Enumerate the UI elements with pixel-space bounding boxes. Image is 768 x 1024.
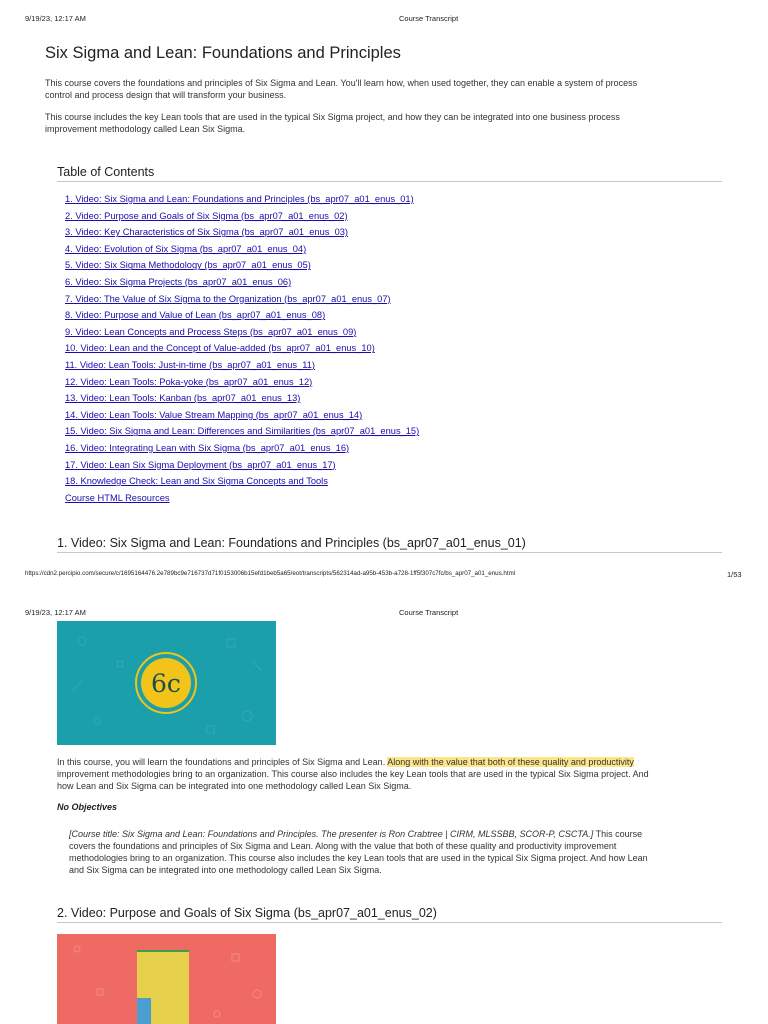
- toc-item: [65, 258, 419, 275]
- page2-header-title: Course Transcript: [399, 608, 459, 617]
- toc-link-14[interactable]: 14. Video: Lean Tools: Value Stream Mapping (bs_apr07_a01_enus_14): [65, 409, 363, 420]
- toc-link-11[interactable]: 11. Video: Lean Tools: Just-in-time (bs_apr07_a01_enus_11): [65, 359, 315, 370]
- toc-item: [65, 292, 419, 309]
- toc-item: [65, 491, 419, 508]
- section-2-heading: 2. Video: Purpose and Goals of Six Sigma (bs_apr07_a01_enus_02): [57, 906, 437, 920]
- toc-item: [65, 441, 419, 458]
- toc-link-9[interactable]: 9. Video: Lean Concepts and Process Steps (bs_apr07_a01_enus_09): [65, 326, 357, 337]
- body-text-highlight: Along with the value that both of these quality and productivity: [387, 757, 634, 767]
- toc-item: [65, 308, 419, 325]
- section-1-body: [57, 756, 657, 792]
- section-1-heading: 1. Video: Six Sigma and Lean: Foundations and Principles (bs_apr07_a01_enus_01): [57, 536, 526, 550]
- toc-link-resources[interactable]: Course HTML Resources: [65, 492, 170, 503]
- toc-link-12[interactable]: 12. Video: Lean Tools: Poka-yoke (bs_apr07_a01_enus_12): [65, 376, 313, 387]
- toc-item: [65, 341, 419, 358]
- toc-item: [65, 408, 419, 425]
- toc-link-13[interactable]: 13. Video: Lean Tools: Kanban (bs_apr07_a01_enus_13): [65, 393, 301, 404]
- video-thumbnail-1-art: [57, 621, 276, 745]
- toc-item: [65, 225, 419, 242]
- toc-link-2[interactable]: 2. Video: Purpose and Goals of Six Sigma (bs_apr07_a01_enus_02): [65, 210, 348, 221]
- toc-item: [65, 325, 419, 342]
- page1-footer-page: 1/53: [727, 570, 742, 579]
- toc-link-4[interactable]: 4. Video: Evolution of Six Sigma (bs_apr07_a01_enus_04): [65, 243, 307, 254]
- video-thumbnail-2-art: [57, 934, 276, 1024]
- toc-link-18[interactable]: 18. Knowledge Check: Lean and Six Sigma Concepts and Tools: [65, 476, 328, 487]
- page1-footer-url: https://cdn2.percipio.com/secure/c/1695164476.2e789bc9e716737d71f0153006b15efd1beb5a65/eot/transcripts/562314ad-a95b-453b-a728-1ff5f307c7fc/bs_apr07_a01_enus.html: [25, 570, 516, 577]
- toc-link-8[interactable]: 8. Video: Purpose and Value of Lean (bs_apr07_a01_enus_08): [65, 310, 326, 321]
- toc-item: [65, 424, 419, 441]
- table-of-contents: [65, 192, 419, 507]
- toc-link-5[interactable]: 5. Video: Six Sigma Methodology (bs_apr07_a01_enus_05): [65, 260, 311, 271]
- body-text-start: In this course, you will learn the foundations and principles of Six Sigma and Lean.: [57, 757, 388, 767]
- body-text-end: improvement methodologies bring to an organization. This course also includes the key Lean tools that are used in the typical Six Sigma project. And how Lean and Six Sigma can be integrated into one methodology called Lean Six Sigma.: [57, 769, 649, 791]
- toc-item: [65, 209, 419, 226]
- toc-link-7[interactable]: 7. Video: The Value of Six Sigma to the Organization (bs_apr07_a01_enus_07): [65, 293, 391, 304]
- toc-item: [65, 375, 419, 392]
- toc-link-6[interactable]: 6. Video: Six Sigma Projects (bs_apr07_a01_enus_06): [65, 276, 292, 287]
- intro-paragraph-1: This course covers the foundations and principles of Six Sigma and Lean. You'll learn how, when used together, they can enable a system of process control and process design that will transform your business.: [45, 78, 638, 100]
- page1-header-date: 9/19/23, 12:17 AM: [25, 14, 86, 23]
- transcript-quote-text: This course covers the foundations and principles of Six Sigma and Lean. Along with the value that both of these quality and productivity improvement methodologies bring to an organization. This course also includes the key Lean tools that are used in the typical Six Sigma project. And how Lean and Six Sigma can be integrated into one methodology called Lean Six Sigma.: [69, 829, 648, 875]
- toc-item: [65, 275, 419, 292]
- toc-link-17[interactable]: 17. Video: Lean Six Sigma Deployment (bs_apr07_a01_enus_17): [65, 459, 336, 470]
- video-thumbnail-1[interactable]: [57, 621, 276, 745]
- toc-item: [65, 391, 419, 408]
- toc-link-15[interactable]: 15. Video: Six Sigma and Lean: Differences and Similarities (bs_apr07_a01_enus_15): [65, 426, 420, 437]
- no-objectives-label: No Objectives: [57, 802, 118, 812]
- toc-link-1[interactable]: 1. Video: Six Sigma and Lean: Foundations and Principles (bs_apr07_a01_enus_01): [65, 194, 414, 204]
- toc-item: [65, 358, 419, 375]
- logo-text: 6c: [151, 669, 181, 698]
- toc-link-10[interactable]: 10. Video: Lean and the Concept of Value-added (bs_apr07_a01_enus_10): [65, 343, 375, 354]
- toc-item: [65, 474, 419, 491]
- video-thumbnail-2[interactable]: [57, 934, 276, 1024]
- toc-divider: [57, 181, 722, 182]
- transcript-quote: [69, 828, 659, 876]
- toc-item: [65, 192, 419, 209]
- toc-item: [65, 242, 419, 259]
- toc-link-3[interactable]: 3. Video: Key Characteristics of Six Sigma (bs_apr07_a01_enus_03): [65, 227, 349, 238]
- toc-heading: Table of Contents: [57, 165, 155, 179]
- section-1-divider: [57, 552, 722, 553]
- intro-paragraph-2: This course includes the key Lean tools that are used in the typical Six Sigma project, and how they can be integrated into one business process improvement methodology called Lean Six Sigma.: [45, 112, 620, 134]
- page2-header-date: 9/19/23, 12:17 AM: [25, 608, 86, 617]
- toc-item: [65, 458, 419, 475]
- page-title: Six Sigma and Lean: Foundations and Principles: [45, 44, 401, 62]
- transcript-quote-title: [Course title: Six Sigma and Lean: Foundations and Principles. The presenter is Ron Crabtree | CIRM, MLSSBB, SCOR-P, CSCTA.]: [69, 829, 594, 839]
- toc-link-16[interactable]: 16. Video: Integrating Lean with Six Sigma (bs_apr07_a01_enus_16): [65, 442, 350, 453]
- section-2-divider: [57, 922, 722, 923]
- page1-header-title: Course Transcript: [399, 14, 459, 23]
